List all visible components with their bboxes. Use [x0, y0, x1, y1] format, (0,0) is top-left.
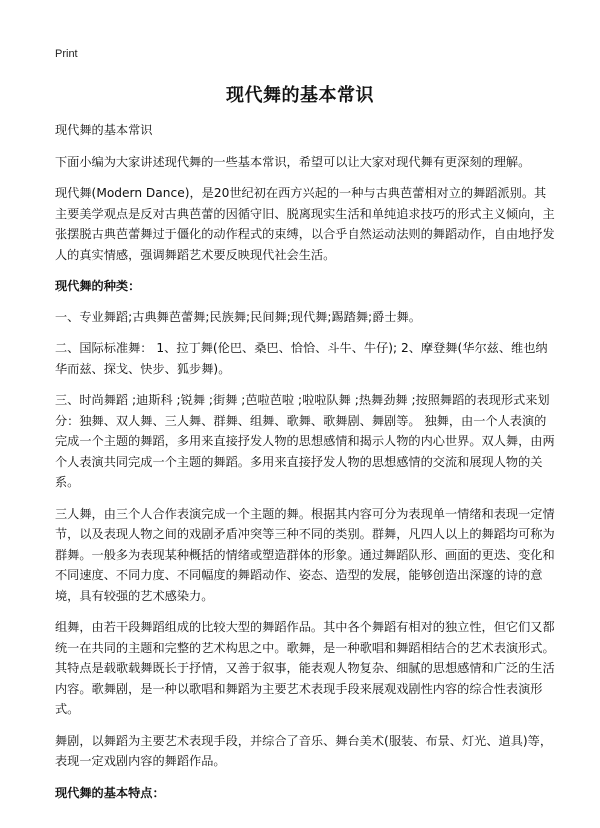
section-heading-types: 现代舞的种类：	[55, 279, 141, 293]
types-item-2: 二、国际标准舞： 1、拉丁舞(伦巴、桑巴、恰恰、斗牛、牛仔); 2、摩登舞(华尔兹、维也纳华而兹、探戈、快步、狐步舞)。	[55, 341, 548, 376]
suite-paragraph: 组舞，由若干段舞蹈组成的比较大型的舞蹈作品。其中各个舞蹈有相对的独立性，但它们又都统一在共同的主题和完整的艺术构思之中。歌舞，是一种歌唱和舞蹈相结合的艺术表演形式。其特点是载歌载舞既长于抒情，又善于叙事，能表观人物复杂、细腻的思想感情和广泛的生活内容。歌舞剧，是一种以歌唱和舞蹈为主要艺术表现手段来展观戏剧性内容的综合性表演形式。	[55, 620, 555, 716]
article-subtitle: 现代舞的基本常识	[55, 123, 153, 137]
print-label[interactable]: Print	[55, 48, 78, 60]
definition-paragraph: 现代舞(Modern Dance)，是20世纪初在西方兴起的一种与古典芭蕾相对立的舞蹈派别。其主要美学观点是反对古典芭蕾的因循守旧、脱离现实生活和单纯追求技巧的形式主义倾向，主张摆脱古典芭蕾舞过于僵化的动作程式的束缚，以合乎自然运动法则的舞蹈动作，自由地抒发人的真实情感，强调舞蹈艺术要反映现代社会生活。	[55, 186, 555, 262]
article-body	[55, 120, 555, 813]
dance-drama-paragraph: 舞剧，以舞蹈为主要艺术表现手段，并综合了音乐、舞台美术(服装、布景、灯光、道具)等，表现一定戏剧内容的舞蹈作品。	[55, 733, 553, 768]
intro-paragraph: 下面小编为大家讲述现代舞的一些基本常识，希望可以让大家对现代舞有更深刻的理解。	[55, 154, 531, 169]
page-title: 现代舞的基本常识	[226, 85, 374, 106]
types-item-3: 三、时尚舞蹈 ;迪斯科 ;锐舞 ;街舞 ;芭啦芭啦 ;啦啦队舞 ;热舞劲舞 ;按照舞蹈的表现形式来划分：独舞、双人舞、三人舞、群舞、组舞、歌舞、歌舞剧、舞剧等。 独舞，由一个人表演的完成一个主题的舞蹈，多用来直接抒发人物的思想感情和揭示人物的内心世界。双人舞，由两个人表演共同完成一个主题的舞蹈。多用来直接抒发人物的思想感情的交流和展现人物的关系。	[55, 393, 555, 489]
types-item-1: 一、专业舞蹈;古典舞芭蕾舞;民族舞;民间舞;现代舞;踢踏舞;爵士舞。	[55, 309, 421, 324]
trio-paragraph: 三人舞，由三个人合作表演完成一个主题的舞。根据其内容可分为表现单一情绪和表现一定情节，以及表现人物之间的戏剧矛盾冲突等三种不同的类别。群舞，凡四人以上的舞蹈均可称为群舞。一般多为表现某种概括的情绪或塑造群体的形象。通过舞蹈队形、画面的更迭、变化和不同速度、不同力度、不同幅度的舞蹈动作、姿态、造型的发展，能够创造出深邃的诗的意境，具有较强的艺术感染力。	[55, 506, 555, 603]
section-heading-features: 现代舞的基本特点：	[55, 785, 165, 800]
